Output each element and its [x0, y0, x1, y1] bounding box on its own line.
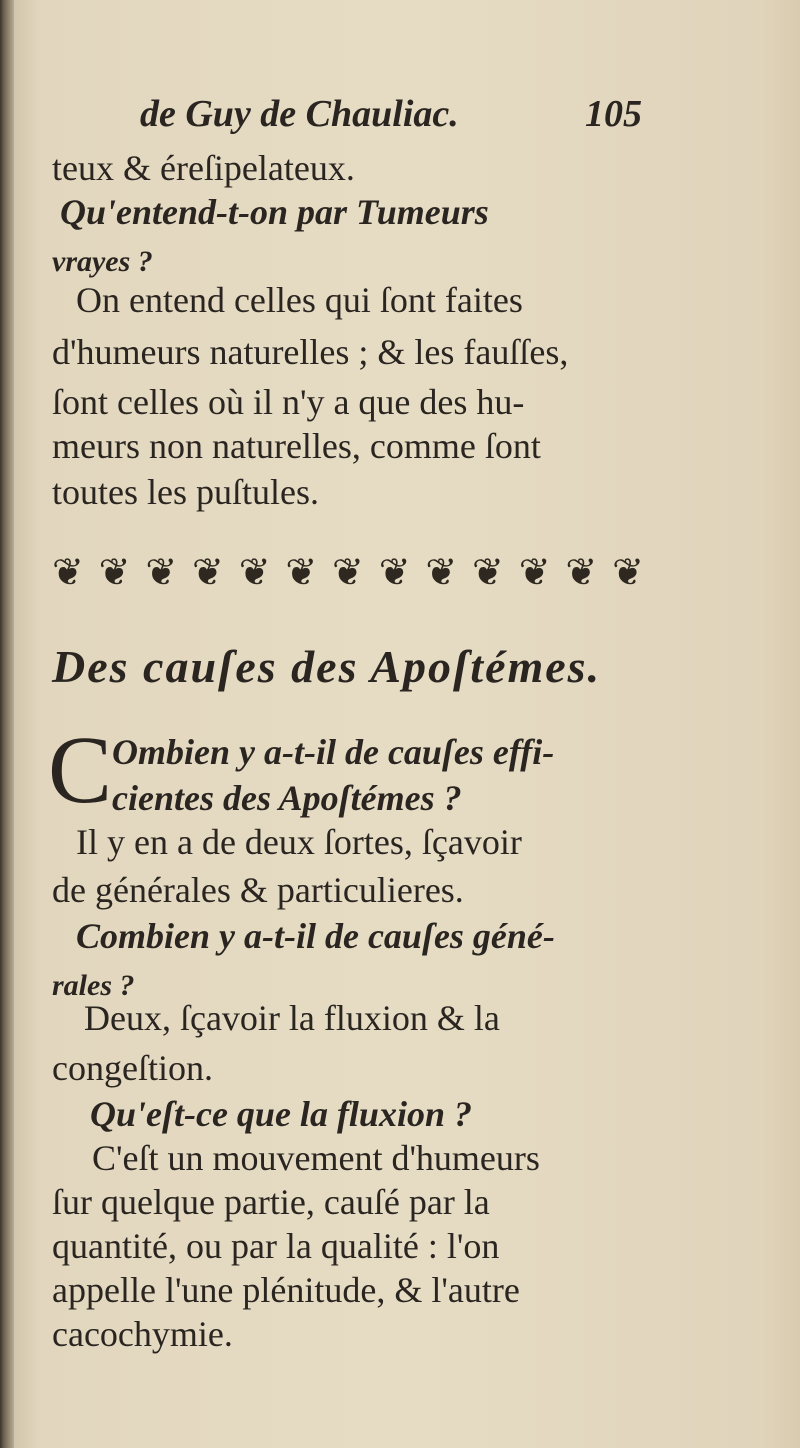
- fleuron-ornament-icon: ❦: [52, 552, 84, 594]
- text-line: toutes les puſtules.: [52, 472, 319, 512]
- question-line: cientes des Apoſtémes ?: [112, 778, 462, 818]
- page-number: 105: [585, 93, 642, 135]
- running-title: de Guy de Chauliac.: [140, 93, 459, 135]
- text-line: d'humeurs naturelles ; & les fauſſes,: [52, 332, 569, 372]
- text-line: congeſtion.: [52, 1048, 213, 1088]
- fleuron-ornament-icon: ❦: [518, 552, 551, 594]
- fleuron-ornament-icon: ❦: [285, 552, 318, 594]
- book-gutter: [0, 0, 14, 1448]
- fleuron-ornament-icon: ❦: [612, 552, 644, 594]
- question-line: Qu'eſt-ce que la fluxion ?: [90, 1094, 472, 1134]
- ornament-band: [52, 540, 644, 606]
- text-line: teux & éreſipelateux.: [52, 148, 355, 188]
- fleuron-ornament-icon: ❦: [98, 552, 131, 594]
- text-line: appelle l'une plénitude, & l'autre: [52, 1270, 520, 1310]
- fleuron-ornament-icon: ❦: [332, 552, 364, 594]
- fleuron-ornament-icon: ❦: [378, 552, 411, 594]
- fleuron-ornament-icon: ❦: [565, 552, 598, 594]
- text-line: Deux, ſçavoir la fluxion & la: [84, 998, 500, 1038]
- fleuron-ornament-icon: ❦: [192, 552, 224, 594]
- question-line: Qu'entend-t-on par Tumeurs: [60, 192, 489, 232]
- section-title: Des cauſes des Apoſtémes.: [52, 641, 602, 692]
- question-line: Ombien y a-t-il de cauſes effi-: [112, 732, 555, 772]
- text-line: cacochymie.: [52, 1314, 233, 1354]
- text-line: ſur quelque partie, cauſé par la: [52, 1182, 490, 1222]
- question-line: rales ?: [52, 969, 135, 1002]
- fleuron-ornament-icon: ❦: [425, 552, 458, 594]
- text-line: quantité, ou par la qualité : l'on: [52, 1226, 500, 1266]
- text-line: Il y en a de deux ſortes, ſçavoir: [76, 822, 522, 862]
- fleuron-ornament-icon: ❦: [238, 552, 271, 594]
- text-line: C'eſt un mouvement d'humeurs: [92, 1138, 540, 1178]
- page-header: [140, 92, 660, 142]
- question-line: Combien y a-t-il de cauſes géné-: [76, 916, 555, 956]
- text-line: On entend celles qui ſont faites: [76, 280, 523, 320]
- text-line: meurs non naturelles, comme ſont: [52, 426, 541, 466]
- text-line: ſont celles où il n'y a que des hu-: [52, 382, 525, 422]
- drop-cap: C: [48, 716, 113, 823]
- text-line: de générales & particulieres.: [52, 870, 464, 910]
- question-line: vrayes ?: [52, 245, 153, 278]
- fleuron-ornament-icon: ❦: [472, 552, 504, 594]
- fleuron-ornament-icon: ❦: [145, 552, 178, 594]
